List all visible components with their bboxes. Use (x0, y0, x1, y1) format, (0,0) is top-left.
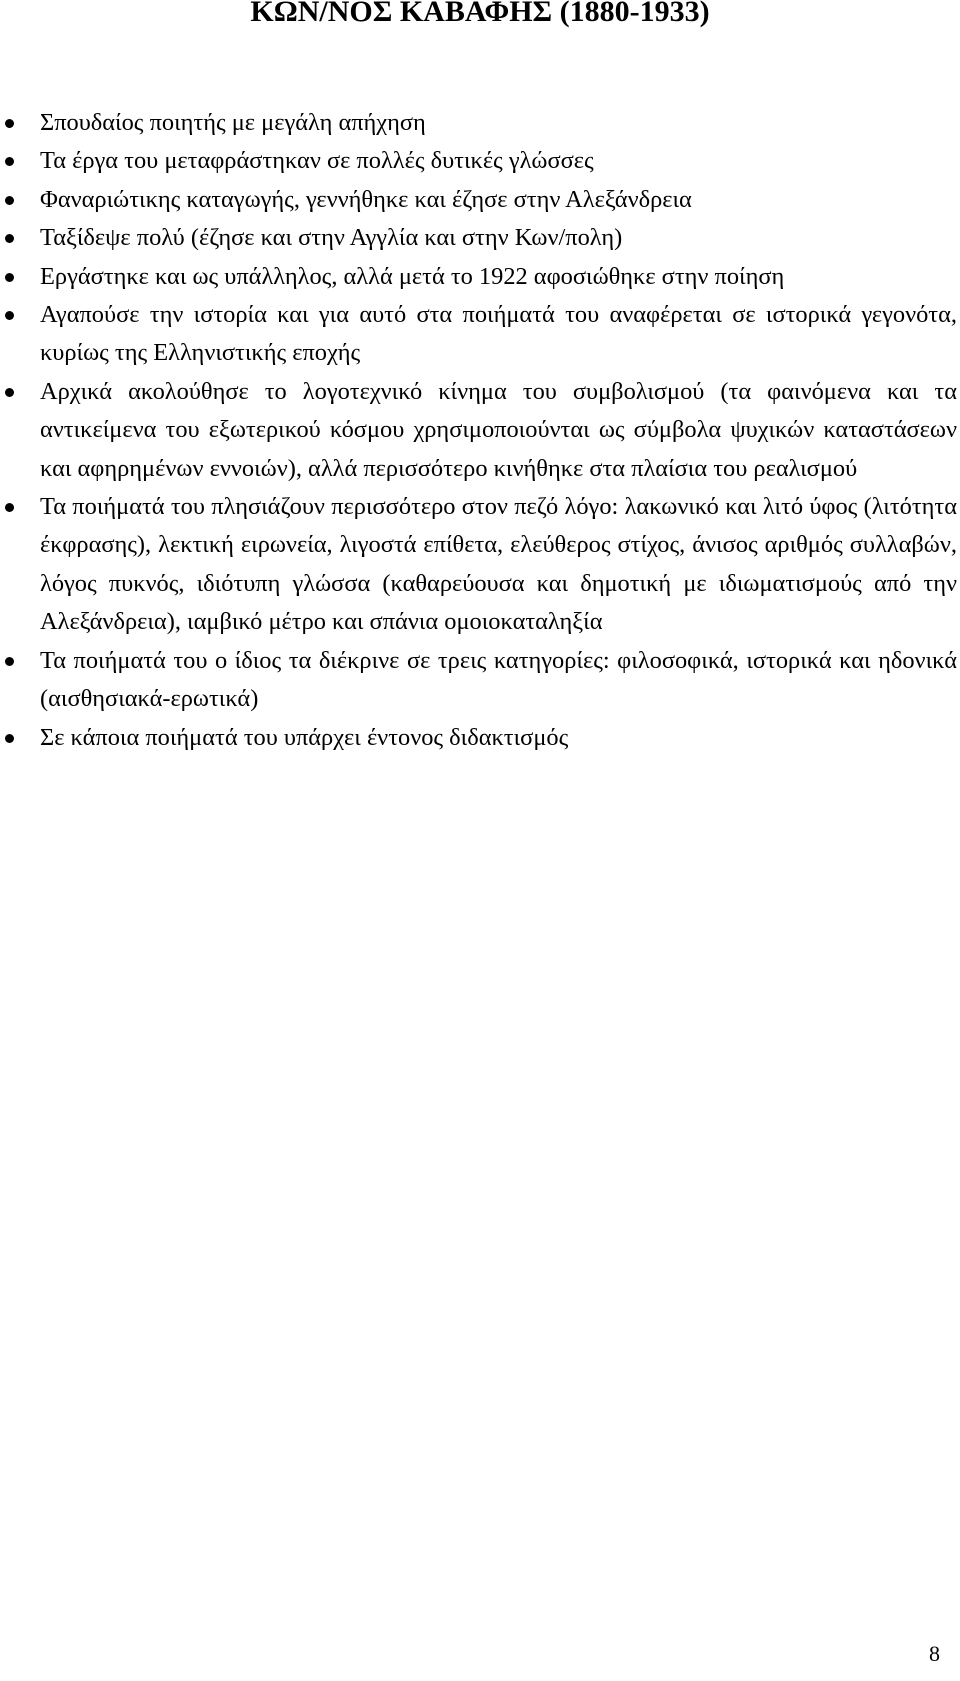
list-item (0, 142, 960, 180)
bullet-icon (5, 657, 14, 666)
list-item-text: Ταξίδεψε πολύ (έζησε και στην Αγγλία και στην Κων/πολη) (40, 224, 623, 252)
list-item-text: Σε κάποια ποιήματά του υπάρχει έντονος διδακτισμός (40, 723, 569, 751)
bullet-icon (5, 119, 14, 128)
list-item-text: Σπουδαίος ποιητής με μεγάλη απήχηση (40, 109, 426, 136)
bullet-icon (5, 503, 14, 512)
bullet-icon (5, 273, 14, 282)
bullet-icon (5, 388, 14, 397)
list-item (0, 642, 960, 719)
list-item-text: Φαναριώτικης καταγωγής, γεννήθηκε και έζησε στην Αλεξάνδρεια (40, 185, 692, 213)
list-item-text: Τα ποιήματά του ο ίδιος τα διέκρινε σε τρεις κατηγορίες: φιλοσοφικά, ιστορικά και ηδονικά (αισθησιακά-ερωτικά) (40, 646, 957, 713)
list-item-text: Τα έργα του μεταφράστηκαν σε πολλές δυτικές γλώσσες (40, 147, 594, 175)
list-item (0, 488, 960, 642)
list-item (0, 219, 960, 257)
bullet-icon (5, 734, 14, 743)
bullet-list (0, 104, 960, 757)
list-item (0, 296, 960, 373)
list-item (0, 258, 960, 296)
list-item-text: Εργάστηκε και ως υπάλληλος, αλλά μετά το 1922 αφοσιώθηκε στην ποίηση (40, 262, 785, 290)
page-title: ΚΩΝ/ΝΟΣ ΚΑΒΑΦΗΣ (1880-1933) (250, 0, 710, 28)
bullet-icon (5, 311, 14, 320)
list-item (0, 719, 960, 757)
bullet-icon (5, 157, 14, 166)
list-item-text: Αρχικά ακολούθησε το λογοτεχνικό κίνημα του συμβολισμού (τα φαινόμενα και τα αντικείμενα του εξωτερικού κόσμου χρησιμοποιούνται ως σύμβολα ψυχικών καταστάσεων και αφηρημένων εννοιών), αλλά περισσότερο κινήθηκε στα πλαίσια του ρεαλισμού (40, 377, 957, 482)
list-item-text: Αγαπούσε την ιστορία και για αυτό στα ποιήματά του αναφέρεται σε ιστορικά γεγονότα, κυρίως της Ελληνιστικής εποχής (40, 301, 957, 367)
bullet-icon (5, 196, 14, 205)
list-item (0, 373, 960, 488)
list-item (0, 181, 960, 219)
list-item (0, 104, 960, 142)
bullet-icon (5, 234, 14, 243)
page-number: 8 (929, 1641, 940, 1666)
list-item-text: Τα ποιήματά του πλησιάζουν περισσότερο στον πεζό λόγο: λακωνικό και λιτό ύφος (λιτότητα έκφρασης), λεκτική ειρωνεία, λιγοστά επίθετα, ελεύθερος στίχος, άνισος αριθμός συλλαβών, λόγος πυκνός, ιδιότυπη γλώσσα (καθαρεύουσα και δημοτική με ιδιωματισμούς από την Αλεξάνδρεια), ιαμβικό μέτρο και σπάνια ομοιοκαταληξία (40, 493, 957, 636)
